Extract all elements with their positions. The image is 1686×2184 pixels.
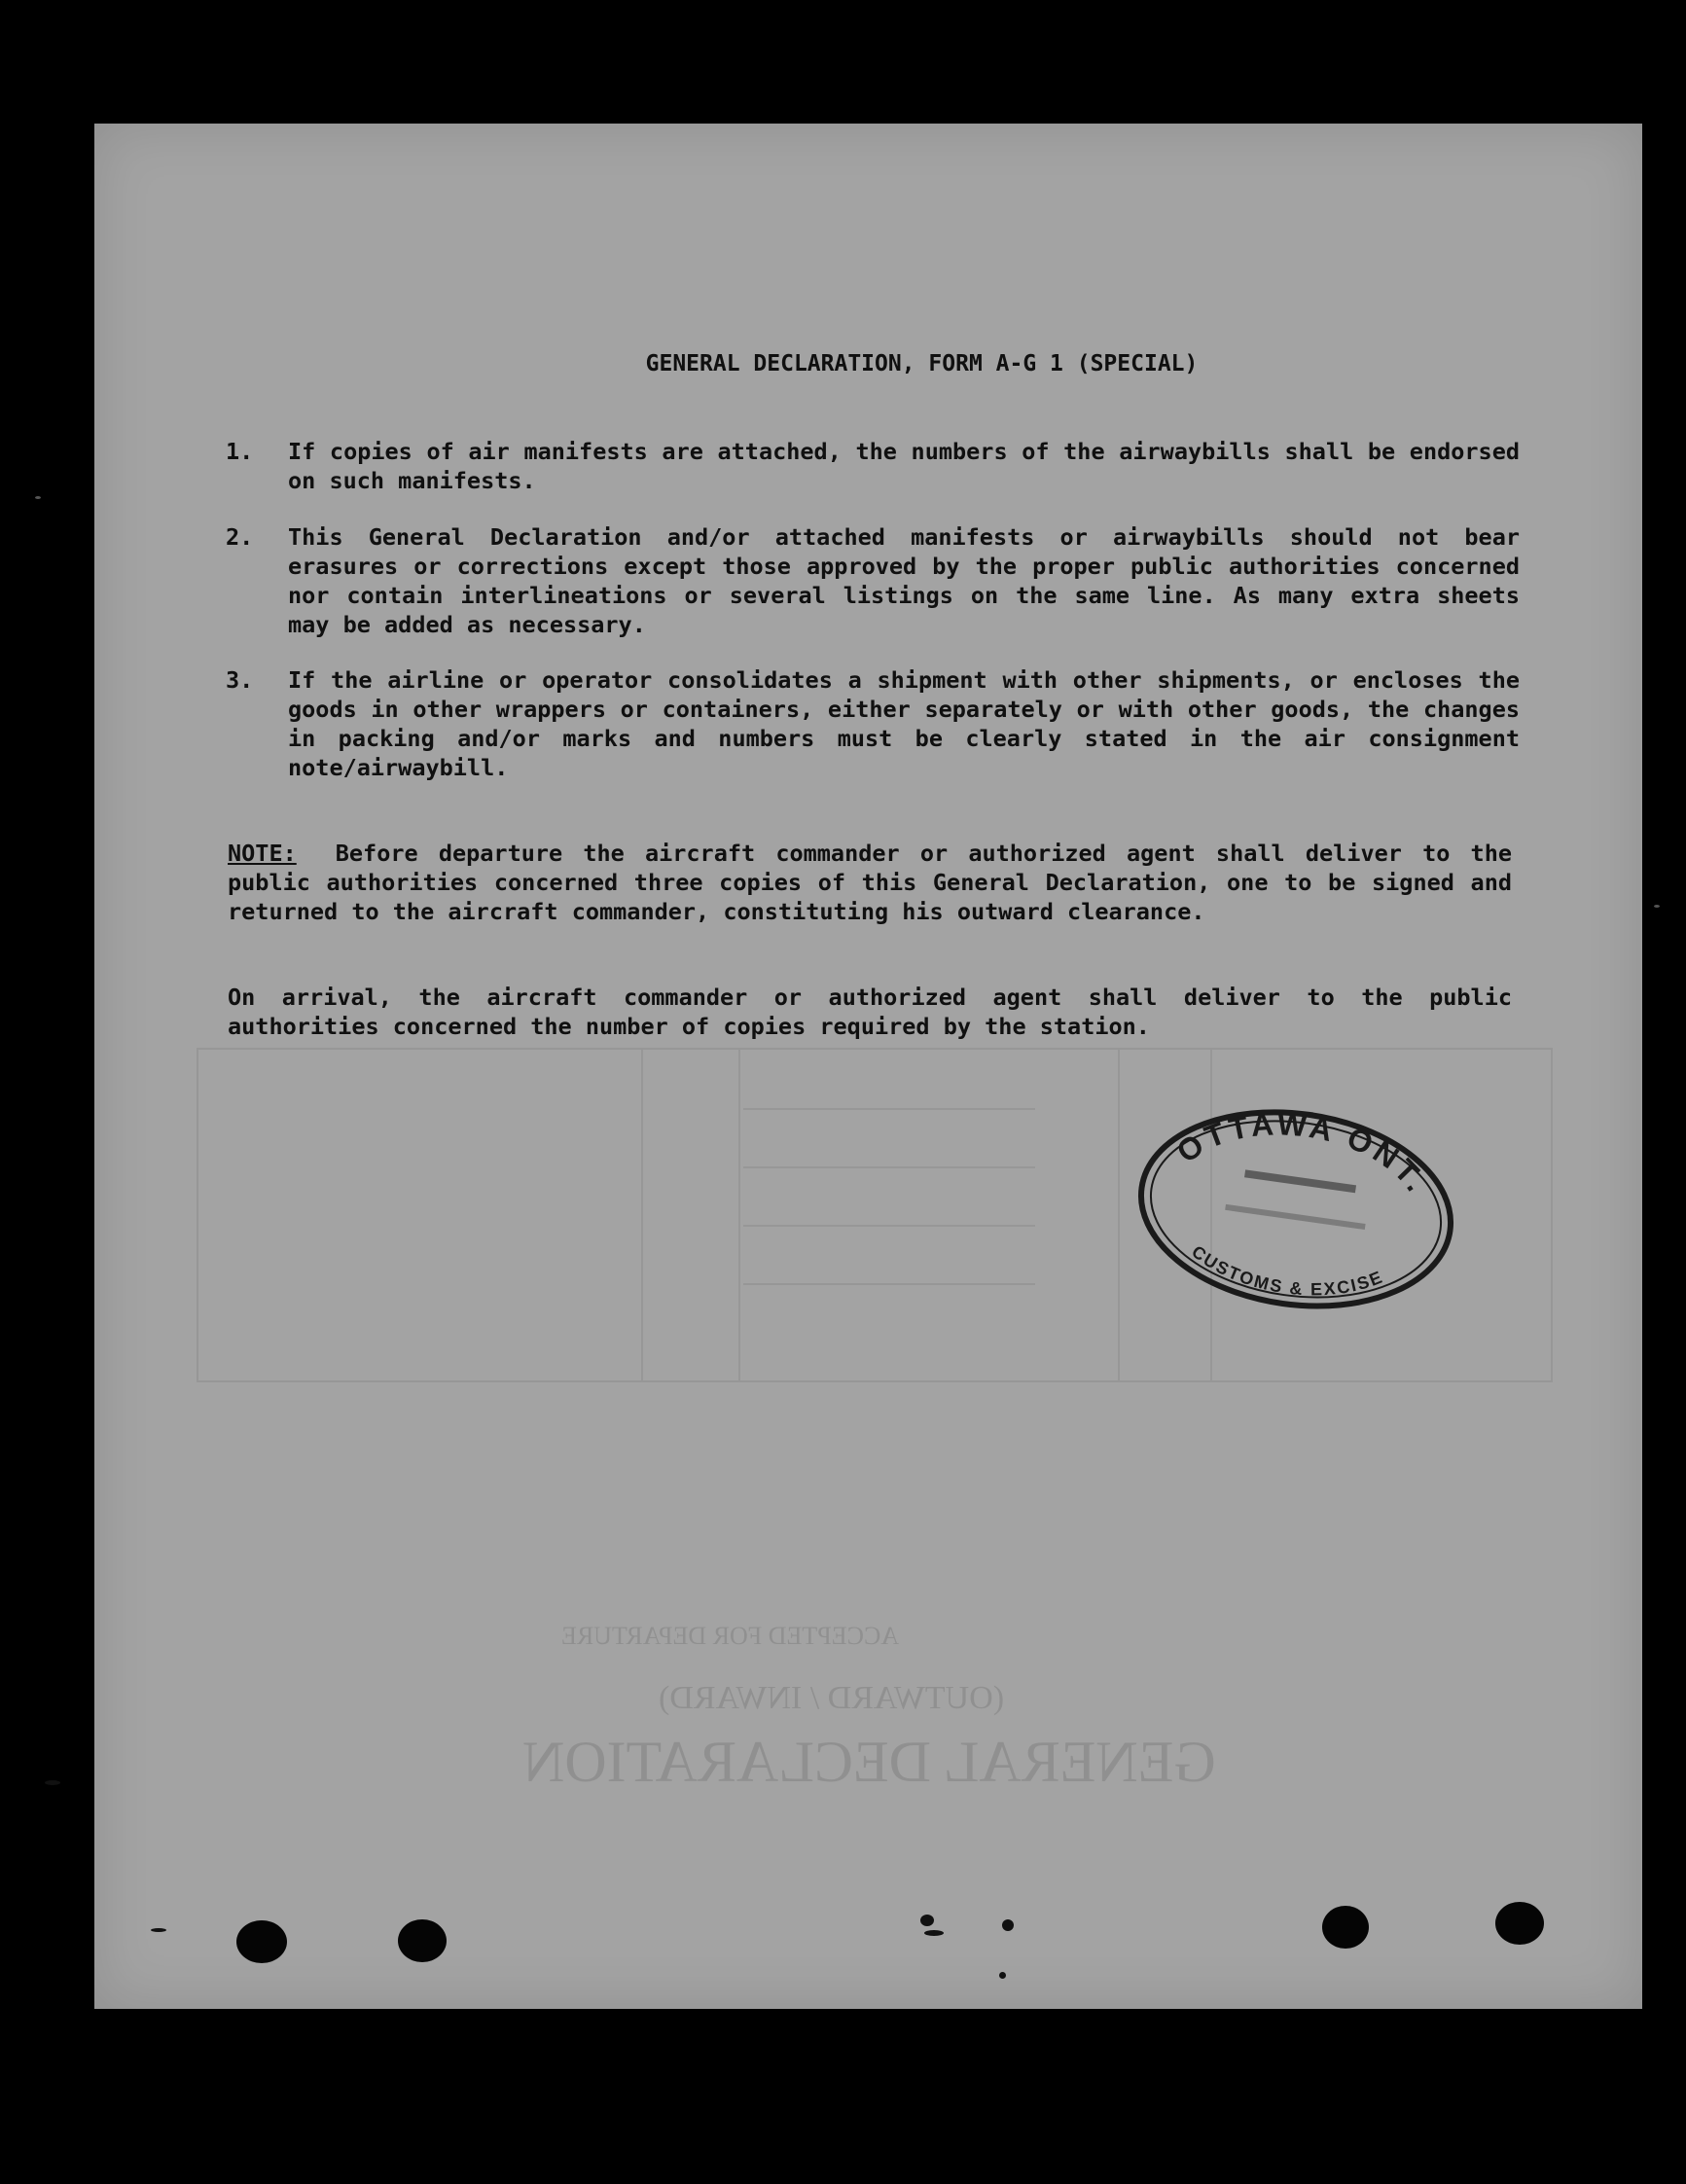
speck (999, 1972, 1006, 1979)
reverse-side-subheading-ghost: (OUTWARD / INWARD) (659, 1680, 1005, 1716)
binder-hole (236, 1920, 287, 1963)
instruction-item-2 (226, 522, 1520, 639)
item-text: If the airline or operator consolidates a shipment with other shipments, or encloses the goods in other wrappers or containers, either separately or with other goods, the changes in packing and/or marks and numbers must be clearly stated in the air consignment note/airwaybill. (288, 666, 1520, 781)
reverse-side-line-ghost: ACCEPTED FOR DEPARTURE (561, 1622, 900, 1650)
item-number: 3. (226, 666, 254, 694)
speck (151, 1928, 166, 1932)
border-speck (1654, 905, 1660, 908)
speck (924, 1930, 944, 1936)
item-number: 2. (226, 523, 254, 551)
binder-hole (1495, 1902, 1544, 1945)
binder-hole (398, 1919, 447, 1962)
document-title: GENERAL DECLARATION, FORM A-G 1 (SPECIAL) (645, 351, 1199, 376)
item-text: If copies of air manifests are attached, the numbers of the airwaybills shall be endorsed on such manifests. (288, 438, 1520, 494)
instruction-item-1 (226, 437, 1520, 495)
stamp-bottom-text: CUSTOMS & EXCISE (1188, 1241, 1386, 1300)
note-label: NOTE: (228, 840, 297, 867)
arrival-paragraph: On arrival, the aircraft commander or authorized agent shall deliver to the public authorities concerned the number of copies required by the station. (228, 984, 1512, 1040)
item-text: This General Declaration and/or attached manifests or airwaybills should not bear erasures or corrections except those approved by the proper public authorities concerned nor contain interlineations or several listings on the same line. As many extra sheets may be added as necessary. (288, 523, 1520, 638)
reverse-side-heading-ghost: GENERAL DECLARATION (522, 1730, 1216, 1794)
binder-hole (1322, 1906, 1369, 1949)
stamp-top-text: OTTAWA ONT. (1169, 1106, 1437, 1200)
border-speck (35, 496, 41, 499)
speck (920, 1915, 934, 1926)
note-paragraph (228, 839, 1512, 926)
declaration-instructions (94, 124, 1642, 2009)
note-text: Before departure the aircraft commander or authorized agent shall deliver to the public authorities concerned three copies of this General Declaration, one to be signed and returned to the aircraft commander, constituting his outward clearance. (228, 840, 1512, 925)
border-speck (45, 1780, 60, 1785)
document-page (94, 124, 1642, 2009)
speck (1002, 1919, 1014, 1931)
item-number: 1. (226, 438, 254, 465)
instruction-item-3 (226, 665, 1520, 782)
